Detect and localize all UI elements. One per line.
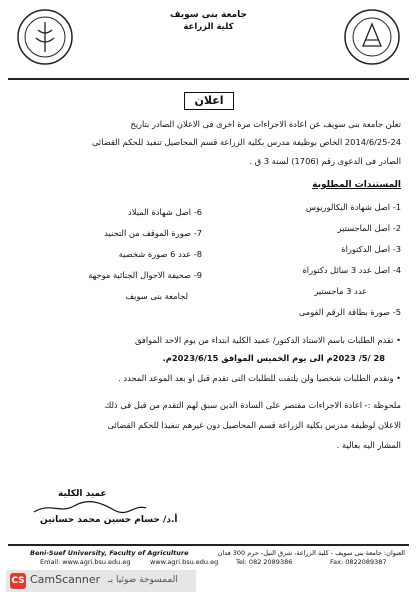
footer-website: www.agri.bsu.edu.eg [150, 558, 219, 566]
note-line: الاعلان لوظيفة مدرس بكلية الزراعة قسم المحاصيل دون غيرهم تنفيذا للحكم القضائى [107, 420, 401, 430]
handwritten-signature-icon [30, 500, 150, 516]
bullet-line: 28 /5/ 2023م الى يوم الخميس الموافق 2023/6/15م. [162, 353, 385, 363]
document-item: 8- عدد 6 صورة شخصية [118, 249, 202, 259]
faculty-name: كلية الزراعة [183, 22, 234, 32]
camscanner-watermark [6, 570, 196, 592]
intro-line: تعلن جامعة بنى سويف عن اعادة الاجراءات مرة اخرى فى الاعلان الصادر بتاريخ [130, 119, 401, 129]
bullet-line: • تقدم الطلبات باسم الاستاذ الدكتور/ عميد الكلية ابتداء من يوم الاحد الموافق [134, 335, 401, 345]
footer-divider [8, 544, 409, 546]
header-divider [8, 78, 409, 80]
note-line: المشار اليه بعالية . [336, 440, 401, 450]
intro-line: الصادر فى الدعوى رقم (1706) لسنة 3 ق . [249, 156, 401, 166]
footer-fax: Fax: 0822089387 [330, 558, 387, 566]
footer-address-ar: العنوان: جامعة بنى سويف - كلية الزراعة، شرق النيل- حرم 300 فدان [217, 549, 405, 557]
camscanner-logo-icon: CS [10, 573, 26, 589]
footer-address-en: Beni-Suef University, Faculty of Agriculture [30, 549, 189, 557]
page-title: اعلان [184, 92, 234, 110]
document-item: 7- صورة الموقف من التجنيد [104, 228, 202, 238]
document-item: 5- صورة بطاقة الرقم القومى [298, 307, 401, 317]
university-name: جامعة بنى سويف [170, 10, 247, 20]
documents-heading: المستندات المطلوبة [312, 180, 401, 190]
signature-name: أ.د/ حسام حسين محمد حسانين [40, 515, 178, 525]
document-item: 1- اصل شهادة البكالوريوس [305, 202, 401, 212]
camscanner-brand: CamScanner [30, 573, 101, 586]
document-item: 6- اصل شهادة الميلاد [128, 207, 202, 217]
documents-left-column [42, 203, 202, 305]
signature-role: عميد الكلية [58, 489, 107, 499]
note-line: ملحوظة :- اعادة الاجراءات مقتصر على السادة الذين سبق لهم التقدم من قبل فى ذلك [104, 400, 401, 410]
footer-tel: Tel: 082 2089386 [236, 558, 293, 566]
camscanner-arabic-label: الممسوحة ضوئيا بـ [108, 575, 178, 585]
document-item: 2- اصل الماجستير [337, 223, 401, 233]
document-item: لجامعة بنى سويف [125, 291, 188, 301]
bullet-line: • ونقدم الطلبات شخصيا ولن يلتفت للطلبات التى تقدم قبل او بعد الموعد المحدد . [118, 373, 401, 383]
document-item: 3- اصل الدكتوراة [341, 244, 401, 254]
document-item: 4- اصل عدد 3 سائل دكتوراة [302, 265, 401, 275]
documents-right-column [299, 198, 401, 321]
intro-line: 2014/6/25-24 الخاص بوظيفة مدرس بكلية الزراعة قسم المحاصيل تنفيذ للحكم القضائى [91, 137, 401, 147]
footer-email: Email: www.agri.bsu.edu.eg [40, 558, 131, 566]
document-item: 9- صحيفة الاحوال الجنائية موجهة [88, 270, 202, 280]
document-item: عدد 3 ماجستير [314, 286, 367, 296]
